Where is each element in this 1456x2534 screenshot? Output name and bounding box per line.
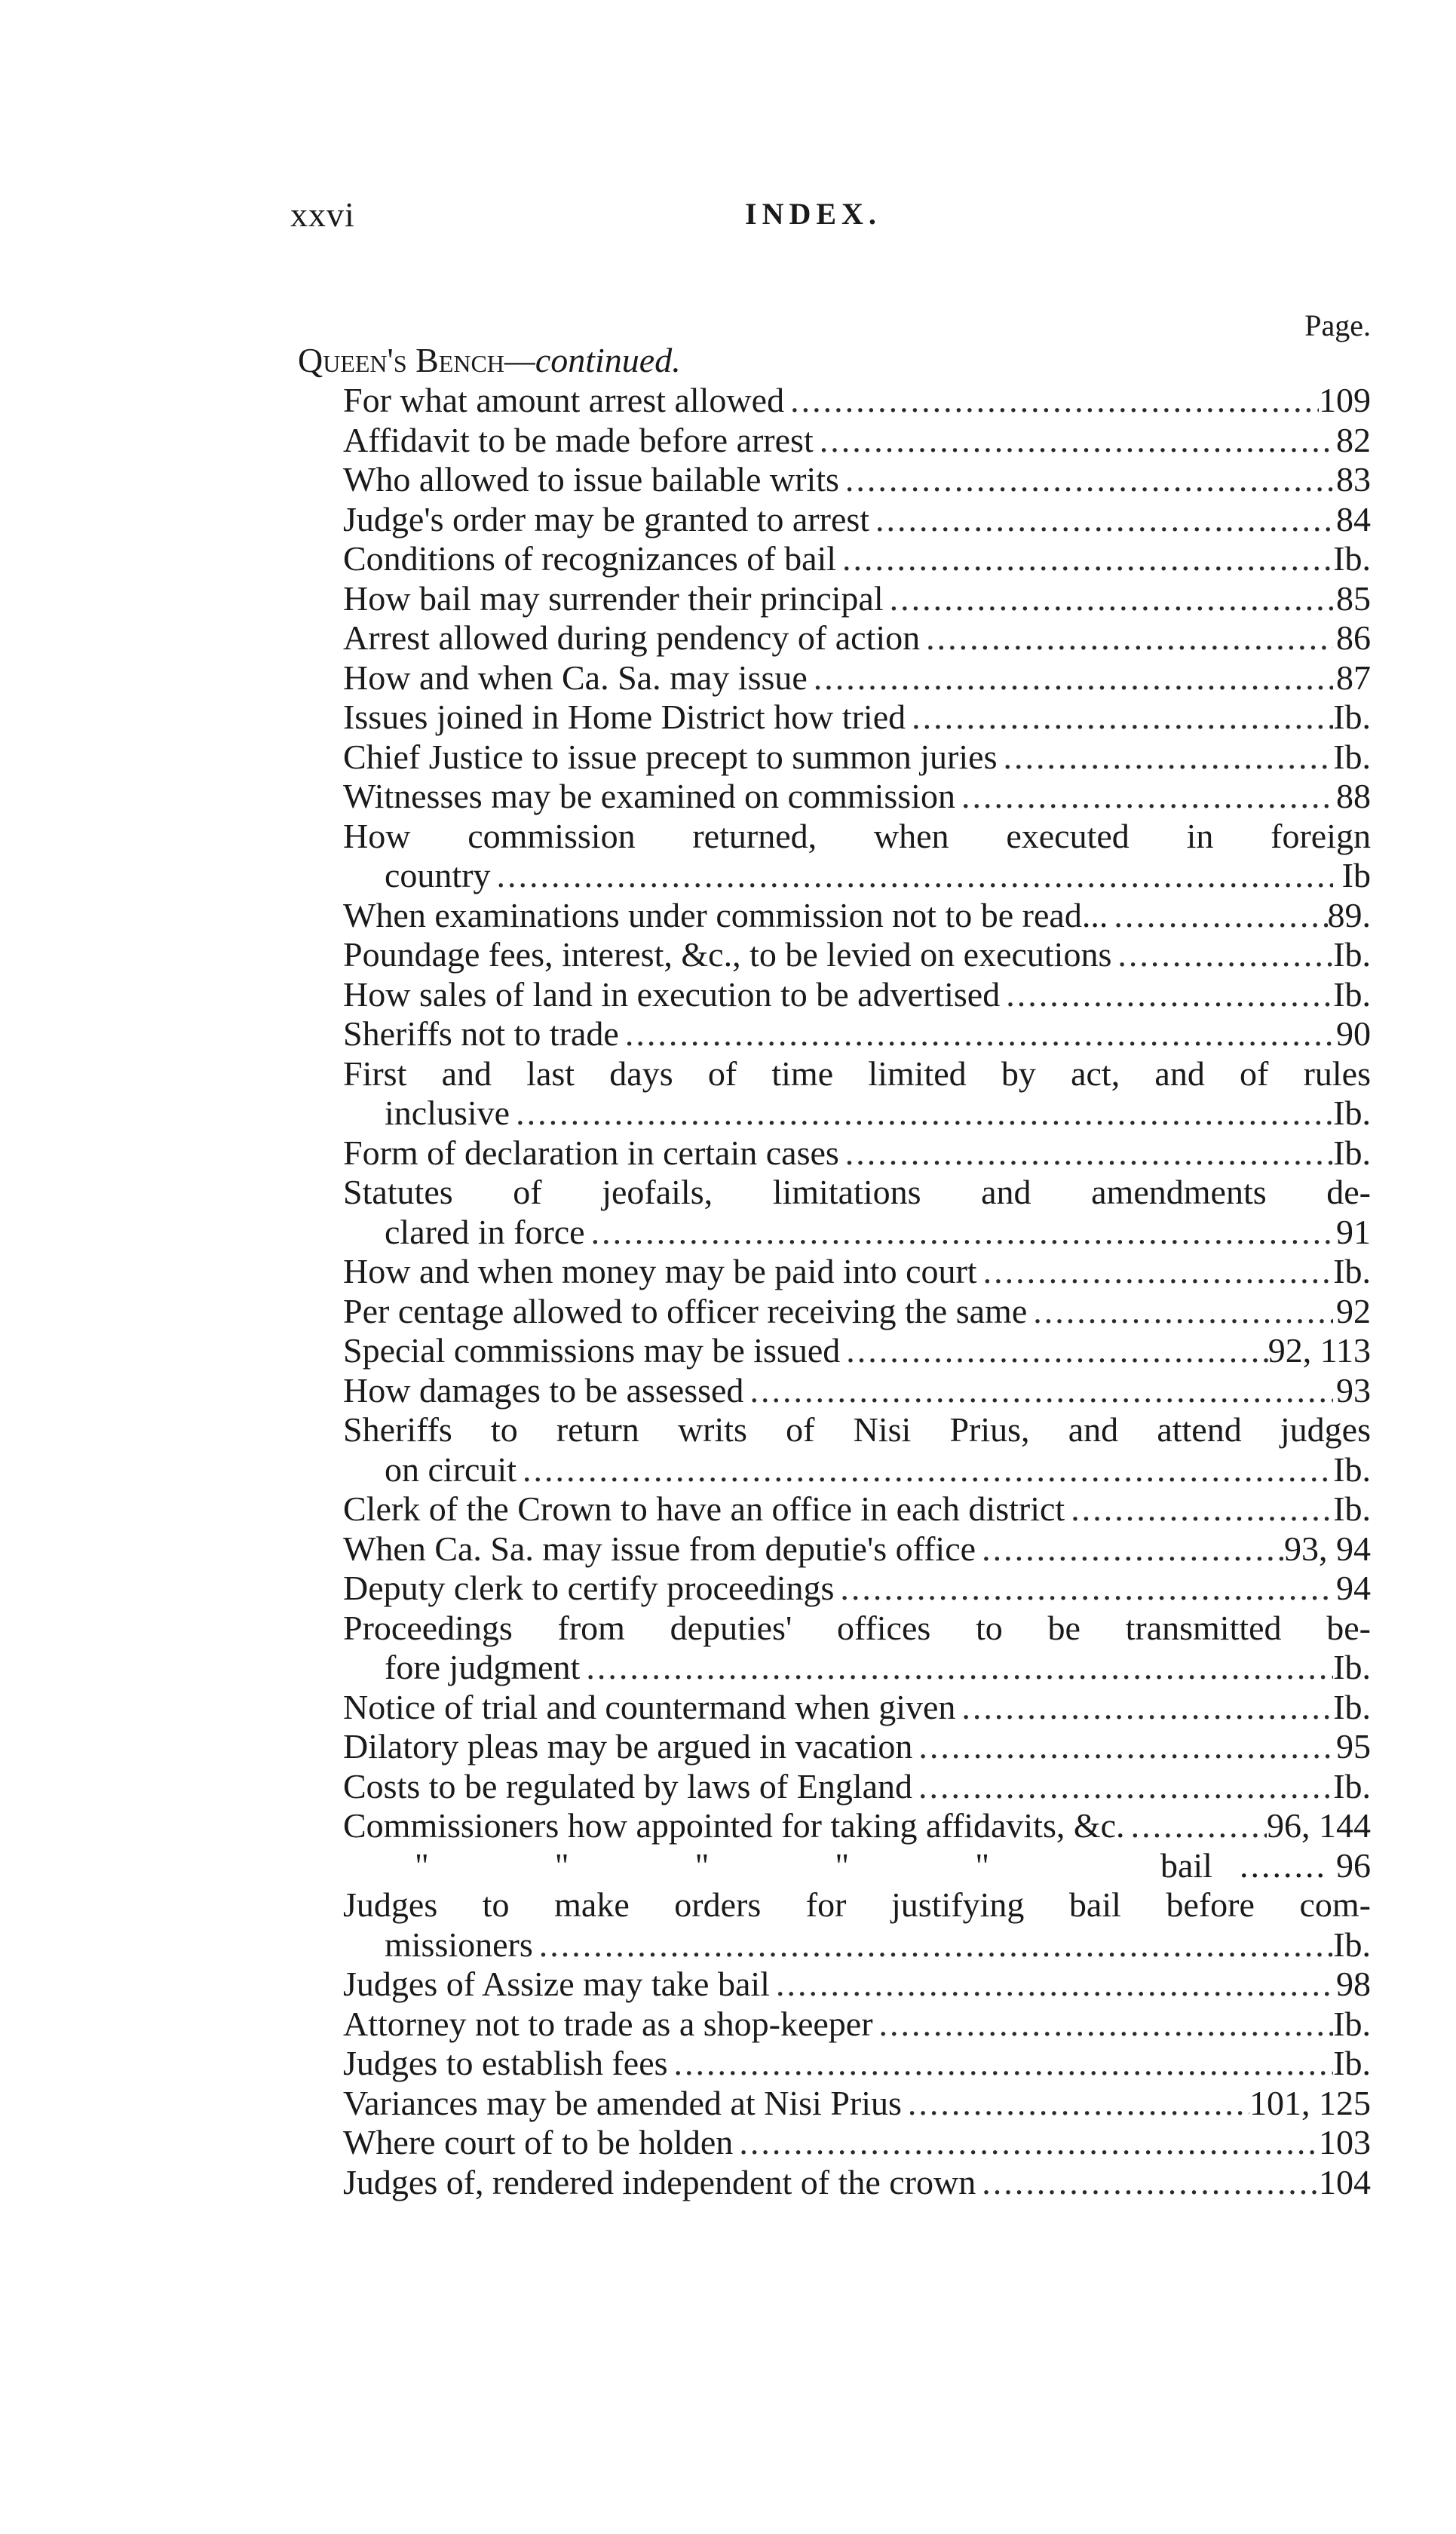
index-entry (343, 1727, 1371, 1767)
index-entry (343, 539, 1371, 579)
index-entry-text-first-line: First and last days of time limited by act, and of rules (343, 1054, 1371, 1093)
index-entry-text: How bail may surrender their principal (343, 578, 884, 618)
index-entry (343, 698, 1371, 738)
page-reference: Ib. (1333, 2044, 1371, 2082)
index-entry-text: Judges of Assize may take bail (343, 1965, 770, 2003)
dot-leader (743, 1371, 1333, 1411)
dot-leader (869, 500, 1333, 540)
index-entry-text: missioners (385, 1925, 533, 1964)
index-entry-text: on circuit (385, 1450, 516, 1489)
index-entry-line (343, 2044, 1371, 2084)
dot-leader (491, 856, 1333, 896)
index-entry (343, 1292, 1371, 1332)
ditto-mark: " (835, 1845, 850, 1885)
dot-leader (808, 658, 1333, 698)
index-entry-line (343, 381, 1371, 421)
dot-leader (510, 1094, 1333, 1134)
index-entry (343, 2005, 1371, 2045)
index-entry (343, 381, 1371, 421)
page-reference: 109 (1319, 381, 1371, 419)
index-entry-text: When examinations under commission not to be read... (343, 895, 1108, 934)
page-reference: Ib. (1333, 1489, 1371, 1528)
page-reference: 85 (1336, 578, 1371, 618)
index-entry (343, 1965, 1371, 2005)
index-entry (343, 579, 1371, 619)
dot-leader (977, 1252, 1333, 1292)
dot-leader (1111, 935, 1333, 975)
page-reference: 88 (1336, 777, 1371, 815)
index-entry-text: How damages to be assessed (343, 1370, 744, 1410)
index-entry (343, 1609, 1371, 1688)
dot-leader (839, 1134, 1333, 1173)
page-reference: 96, 144 (1267, 1806, 1371, 1845)
index-entry-text: Form of declaration in certain cases (343, 1133, 839, 1172)
index-entry-text: How and when money may be paid into court (343, 1252, 977, 1290)
index-entry-text: Where court of to be holden (343, 2123, 734, 2161)
dot-leader (1065, 1489, 1333, 1529)
index-entry-line (343, 1489, 1371, 1529)
index-entry (343, 2123, 1371, 2163)
index-entry (343, 738, 1371, 778)
page-reference: Ib. (1333, 1094, 1371, 1132)
dot-leader (997, 738, 1333, 778)
index-entry (343, 1885, 1371, 1965)
dot-leader (976, 2163, 1319, 2203)
ditto-mark: " (554, 1845, 569, 1885)
page-reference: Ib. (1333, 1766, 1371, 1805)
dot-leader (784, 381, 1319, 421)
page-reference: Ib. (1333, 698, 1371, 736)
page-reference: Ib. (1333, 2004, 1371, 2043)
index-entry-line (343, 421, 1371, 461)
index-entry (343, 1134, 1371, 1173)
dot-leader (906, 698, 1333, 738)
index-entry-text: Commissioners how appointed for taking affidavits, &c. (343, 1806, 1125, 1845)
index-entry-line (343, 1727, 1371, 1767)
index-entry-line (343, 1450, 1371, 1490)
page-reference: 83 (1336, 460, 1371, 499)
index-entry-line (343, 935, 1371, 975)
index-entry-line (343, 975, 1371, 1015)
index-entry-text: How sales of land in execution to be advertised (343, 974, 1001, 1014)
page-column-label: Page. (1304, 308, 1371, 342)
dot-leader (1125, 1806, 1267, 1846)
index-entry-text-first-line: Sheriffs to return writs of Nisi Prius, and attend judges (343, 1410, 1371, 1449)
page-reference: Ib. (1333, 1687, 1371, 1726)
index-entry-text: Special commissions may be issued (343, 1331, 841, 1370)
page-reference: Ib (1341, 856, 1371, 894)
index-entry (343, 658, 1371, 698)
dot-leader (619, 1014, 1333, 1054)
index-entry (343, 1371, 1371, 1411)
index-entry (343, 1806, 1371, 1846)
page-reference: 82 (1336, 420, 1371, 459)
index-entry (343, 1173, 1371, 1252)
index-entry (343, 2044, 1371, 2084)
index-entry-text: Per centage allowed to officer receiving the same (343, 1291, 1028, 1330)
page-folio: xxvi (290, 195, 355, 234)
dot-leader (873, 2005, 1333, 2045)
index-entry (343, 421, 1371, 461)
page-reference: 92 (1336, 1291, 1371, 1330)
page-reference: 104 (1319, 2162, 1371, 2201)
page-reference: 90 (1336, 1014, 1371, 1053)
page-reference: 86 (1336, 618, 1371, 657)
index-entry-text: Judge's order may be granted to arrest (343, 499, 870, 538)
index-entry (343, 2084, 1371, 2124)
index-entry (343, 1846, 1371, 1886)
ditto-row (343, 1846, 1234, 1886)
dot-leader (533, 1925, 1333, 1965)
index-entry (343, 460, 1371, 500)
index-entry-line (343, 658, 1371, 698)
index-entry-line (343, 579, 1371, 619)
page-reference: Ib. (1333, 1252, 1371, 1290)
index-entry (343, 896, 1371, 936)
dot-leader (814, 421, 1333, 461)
dot-leader (955, 1688, 1333, 1728)
dot-leader (1000, 975, 1333, 1015)
dot-leader (839, 460, 1333, 500)
dot-leader (1108, 896, 1327, 936)
page-reference: 96 (1336, 1845, 1371, 1885)
index-entry (343, 1252, 1371, 1292)
dot-leader (955, 777, 1333, 817)
page-reference: 95 (1336, 1727, 1371, 1766)
section-heading (298, 341, 681, 380)
dot-leader (580, 1648, 1333, 1688)
dot-leader (902, 2084, 1249, 2124)
index-entry-line (343, 1806, 1371, 1846)
index-entry-line (343, 1331, 1371, 1371)
index-entry-text: Issues joined in Home District how tried (343, 698, 906, 736)
index-entry-line (343, 460, 1371, 500)
page-reference: 101, 125 (1249, 2083, 1371, 2122)
index-entry-text: Affidavit to be made before arrest (343, 420, 814, 459)
page-reference: 93, 94 (1284, 1529, 1371, 1568)
page-reference: 89. (1327, 895, 1371, 934)
index-entry (343, 1767, 1371, 1807)
index-entry-line (343, 1925, 1371, 1965)
dot-leader (733, 2123, 1319, 2163)
index-entry (343, 1569, 1371, 1609)
index-entry-line (343, 1965, 1371, 2005)
index-entry-line (343, 1767, 1371, 1807)
index-entry (343, 1529, 1371, 1569)
page-reference: Ib. (1333, 1925, 1371, 1964)
index-entry-text-first-line: How commission returned, when executed in foreign (343, 816, 1371, 855)
index-entry-line (343, 1094, 1371, 1134)
dot-leader: ........ (1240, 1845, 1327, 1885)
page-reference: 91 (1336, 1212, 1371, 1251)
index-entry-line (343, 698, 1371, 738)
index-entry-text-first-line: Proceedings from deputies' offices to be transmitted be- (343, 1608, 1371, 1647)
index-entry-line (343, 2005, 1371, 2045)
index-entry-text-first-line: Judges to make orders for justifying bail before com- (343, 1885, 1371, 1924)
index-entry-line (343, 896, 1371, 936)
index-entry (343, 1489, 1371, 1529)
index-entry-text: country (385, 856, 491, 894)
index-entry-line (343, 2123, 1371, 2163)
dot-leader (884, 579, 1333, 619)
index-entry-text: bail (1160, 1845, 1212, 1885)
index-entry-text: Notice of trial and countermand when given (343, 1687, 956, 1726)
index-entry (343, 1331, 1371, 1371)
dot-leader (1027, 1292, 1333, 1332)
index-entry-line (343, 2084, 1371, 2124)
index-entry-text: Chief Justice to issue precept to summon juries (343, 737, 998, 776)
page-reference: 93 (1336, 1370, 1371, 1410)
index-entry-line (343, 1846, 1371, 1886)
index-entry (343, 1410, 1371, 1489)
index-entry-line (343, 618, 1371, 658)
index-entry-text: Variances may be amended at Nisi Prius (343, 2083, 902, 2122)
dot-leader (668, 2044, 1333, 2084)
index-entry-text: Dilatory pleas may be argued in vacation (343, 1727, 913, 1766)
index-entry-text: Who allowed to issue bailable writs (343, 460, 839, 499)
index-entry-text: Sheriffs not to trade (343, 1014, 619, 1053)
ditto-mark: " (694, 1845, 710, 1885)
index-entry-text: For what amount arrest allowed (343, 381, 785, 419)
index-entry-line (343, 500, 1371, 540)
page-reference: 98 (1336, 1965, 1371, 2003)
page-reference: Ib. (1333, 1450, 1371, 1489)
index-entry (343, 817, 1371, 896)
index-entry-text: Arrest allowed during pendency of action (343, 618, 921, 657)
dot-leader (920, 618, 1333, 658)
dot-leader (836, 539, 1333, 579)
index-entry-text: When Ca. Sa. may issue from deputie's office (343, 1529, 976, 1568)
index-entry-line (343, 738, 1371, 778)
dot-leader (585, 1213, 1333, 1253)
index-entry-line (343, 1292, 1371, 1332)
page-reference: Ib. (1333, 1133, 1371, 1172)
dot-leader (840, 1331, 1267, 1371)
dot-leader (770, 1965, 1333, 2005)
ditto-mark: " (975, 1845, 989, 1885)
index-entry-text: Witnesses may be examined on commission (343, 777, 955, 815)
index-entry-line (343, 539, 1371, 579)
index-entries (343, 381, 1371, 2202)
index-entry-text: Judges of, rendered independent of the crown (343, 2162, 976, 2201)
page-reference: 87 (1336, 658, 1371, 697)
index-entry (343, 1054, 1371, 1134)
index-entry-text: Clerk of the Crown to have an office in each district (343, 1489, 1065, 1528)
index-entry (343, 777, 1371, 817)
index-entry-line (343, 2163, 1371, 2203)
section-continued: —continued. (504, 341, 681, 379)
dot-leader (834, 1569, 1333, 1609)
index-entry-line (343, 1569, 1371, 1609)
index-entry-line (343, 856, 1371, 896)
index-entry-line (343, 1014, 1371, 1054)
page-reference: Ib. (1333, 1648, 1371, 1686)
index-entry-text-first-line: Statutes of jeofails, limitations and amendments de- (343, 1173, 1371, 1211)
index-entry (343, 1688, 1371, 1728)
index-entry-text: Poundage fees, interest, &c., to be levied on executions (343, 935, 1112, 974)
index-entry-line (343, 1688, 1371, 1728)
index-entry (343, 975, 1371, 1015)
index-entry (343, 1014, 1371, 1054)
page-reference: Ib. (1333, 935, 1371, 974)
page-reference: Ib. (1333, 974, 1371, 1014)
dot-leader (976, 1529, 1284, 1569)
page-reference: Ib. (1333, 737, 1371, 776)
page-reference: 103 (1319, 2123, 1371, 2161)
index-entry-line (343, 1134, 1371, 1173)
index-entry-line (343, 1371, 1371, 1411)
page-reference: 92, 113 (1267, 1331, 1371, 1370)
index-entry-text: Deputy clerk to certify proceedings (343, 1569, 835, 1607)
index-entry (343, 2163, 1371, 2203)
ditto-mark: " (415, 1845, 429, 1885)
index-entry-text: inclusive (385, 1094, 510, 1132)
index-entry (343, 935, 1371, 975)
index-entry-text: Costs to be regulated by laws of England (343, 1766, 913, 1805)
page-reference: 84 (1336, 499, 1371, 538)
dot-leader (516, 1450, 1333, 1490)
index-entry-text: Conditions of recognizances of bail (343, 539, 837, 578)
section-name: Queen's Bench (298, 341, 504, 379)
page-reference: Ib. (1333, 539, 1371, 578)
page-reference: 94 (1336, 1569, 1371, 1607)
index-entry-text: How and when Ca. Sa. may issue (343, 658, 808, 697)
index-entry-line (343, 1529, 1371, 1569)
page-title: INDEX. (745, 197, 881, 231)
index-entry-line (343, 1252, 1371, 1292)
dot-leader (912, 1727, 1333, 1767)
index-entry-line (343, 777, 1371, 817)
index-entry-line (343, 1648, 1371, 1688)
index-entry-text: fore judgment (385, 1648, 581, 1686)
index-entry-text: Attorney not to trade as a shop-keeper (343, 2004, 873, 2043)
index-entry (343, 500, 1371, 540)
index-entry-text: clared in force (385, 1212, 585, 1251)
index-entry-text: Judges to establish fees (343, 2044, 668, 2082)
dot-leader (912, 1767, 1333, 1807)
index-entry-line (343, 1213, 1371, 1253)
index-entry (343, 618, 1371, 658)
